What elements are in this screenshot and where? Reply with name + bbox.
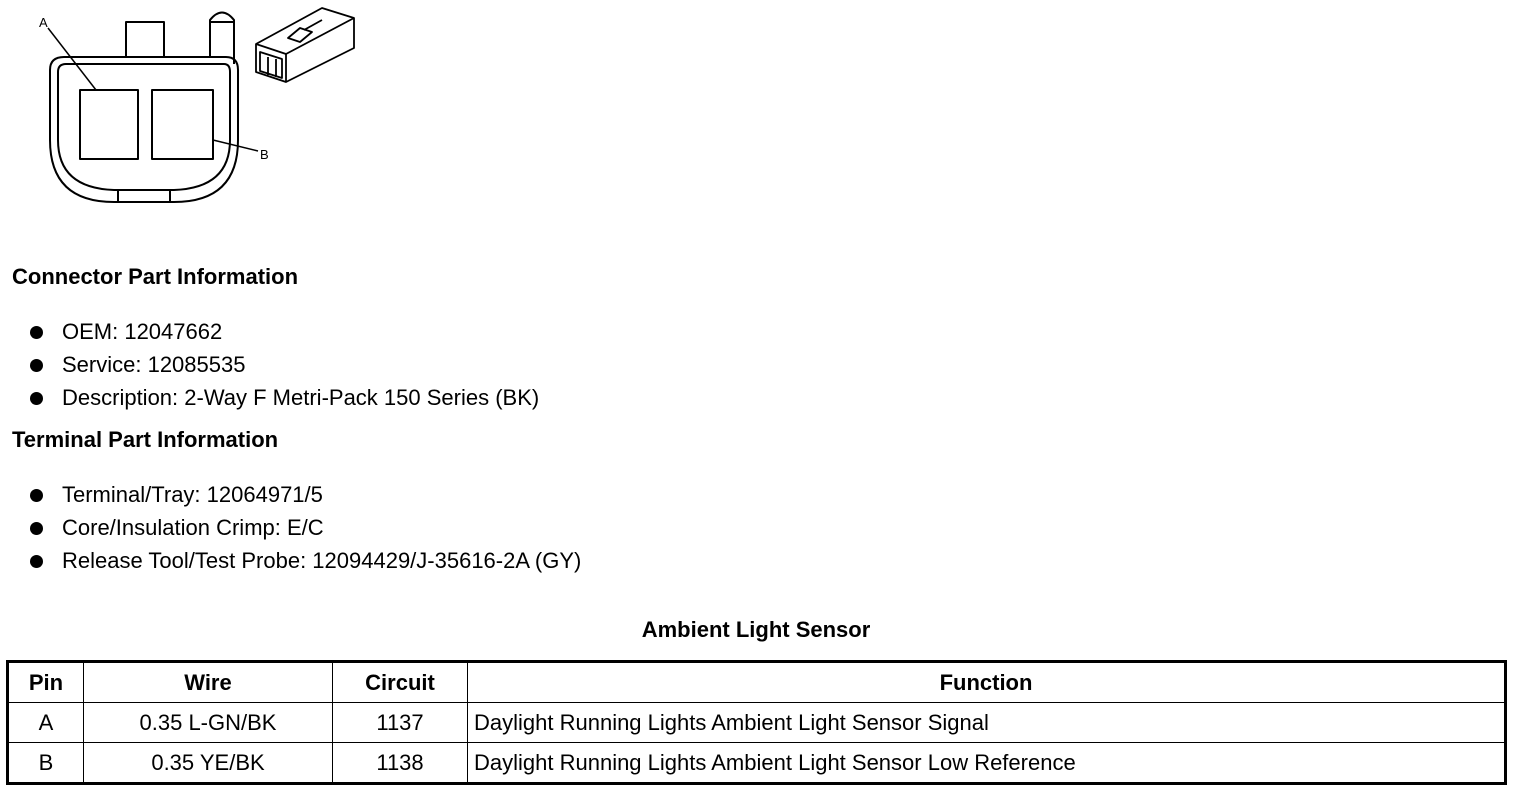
cavity-a (80, 90, 138, 159)
cell-function: Daylight Running Lights Ambient Light Sensor Signal (468, 703, 1506, 743)
leader-line-b (213, 140, 258, 151)
header-function: Function (468, 662, 1506, 703)
cell-pin: B (8, 743, 84, 784)
pin-label-a: A (39, 15, 48, 30)
pinout-table (6, 660, 1507, 785)
bullet-icon (30, 522, 43, 535)
bullet-icon (30, 359, 43, 372)
cell-circuit: 1138 (333, 743, 468, 784)
bullet-icon (30, 392, 43, 405)
cell-pin: A (8, 703, 84, 743)
list-item-text: Core/Insulation Crimp: E/C (62, 515, 324, 540)
header-wire: Wire (84, 662, 333, 703)
list-item (28, 483, 581, 516)
cell-wire: 0.35 L-GN/BK (84, 703, 333, 743)
terminal-part-list (28, 483, 581, 582)
table-row (8, 743, 1506, 784)
list-item (28, 549, 581, 582)
list-item-text: Terminal/Tray: 12064971/5 (62, 482, 323, 507)
header-pin: Pin (8, 662, 84, 703)
bullet-icon (30, 489, 43, 502)
table-title: Ambient Light Sensor (641, 617, 871, 642)
pin-label-b: B (260, 147, 269, 162)
list-item-text: Service: 12085535 (62, 352, 246, 377)
cavity-b (152, 90, 213, 159)
list-item (28, 353, 539, 386)
header-circuit: Circuit (333, 662, 468, 703)
bullet-icon (30, 555, 43, 568)
cell-circuit: 1137 (333, 703, 468, 743)
bullet-icon (30, 326, 43, 339)
connector-key-tab (126, 22, 164, 57)
cell-function: Daylight Running Lights Ambient Light Sensor Low Reference (468, 743, 1506, 784)
connector-isometric-illustration (256, 8, 354, 82)
connector-part-list (28, 320, 539, 419)
terminal-part-heading: Terminal Part Information (12, 427, 279, 452)
connector-diagram (0, 0, 380, 215)
list-item-text: OEM: 12047662 (62, 319, 223, 344)
list-item (28, 320, 539, 353)
list-item (28, 386, 539, 419)
list-item-text: Description: 2-Way F Metri-Pack 150 Series (BK) (62, 385, 540, 410)
table-row (8, 703, 1506, 743)
connector-housing-inner-rim (58, 64, 230, 190)
cell-wire: 0.35 YE/BK (84, 743, 333, 784)
table-header-row (8, 662, 1506, 703)
list-item-text: Release Tool/Test Probe: 12094429/J-35616-2A (GY) (62, 548, 582, 573)
list-item (28, 516, 581, 549)
connector-part-heading: Connector Part Information (12, 264, 299, 289)
connector-housing-bottom (118, 190, 170, 202)
